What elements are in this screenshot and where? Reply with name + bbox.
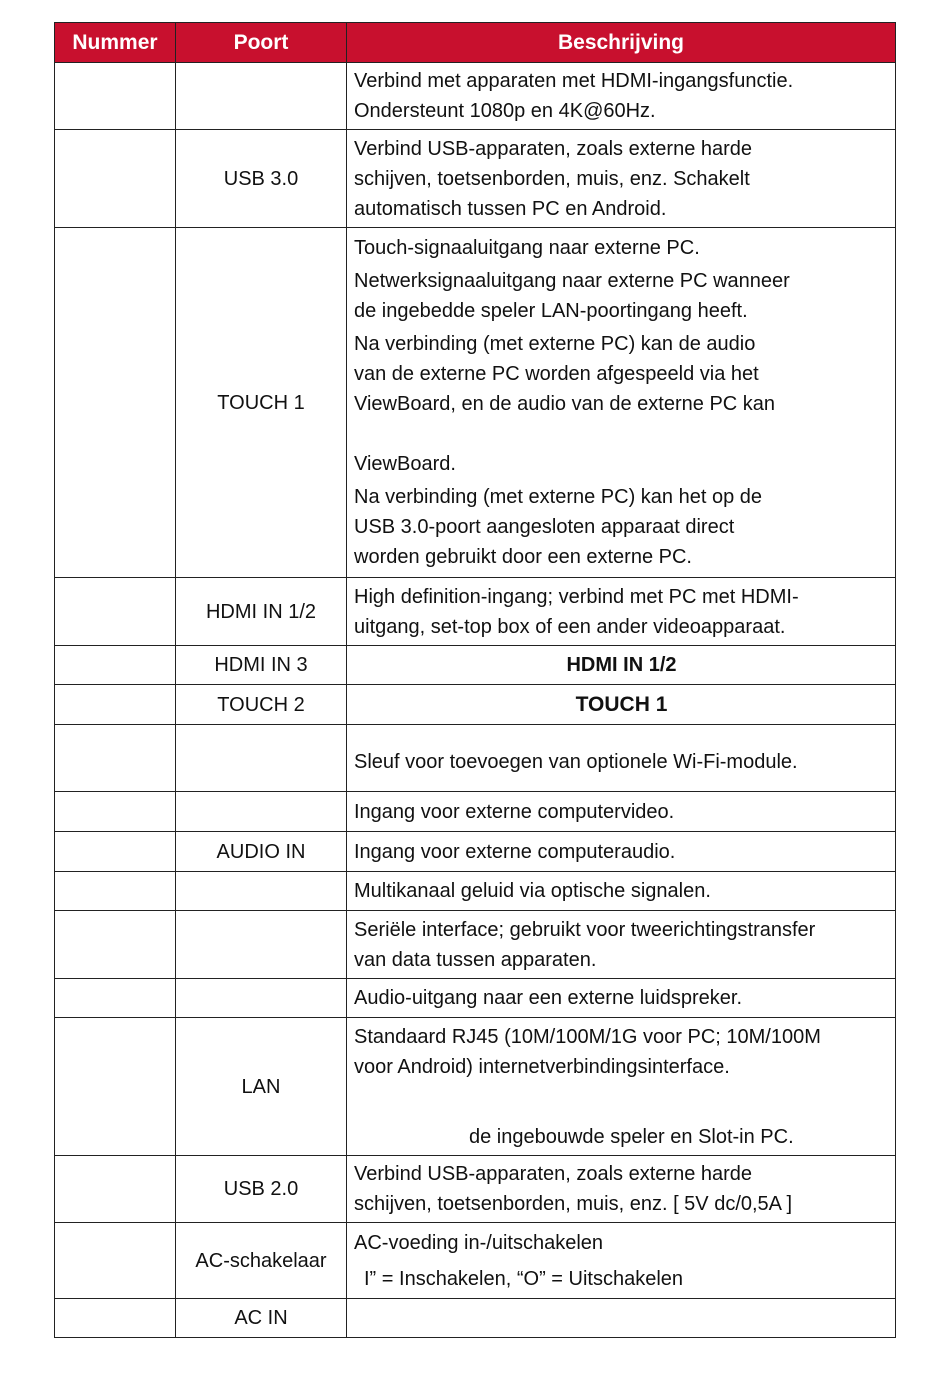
nummer-cell — [55, 228, 176, 578]
nummer-cell — [55, 1018, 176, 1156]
poort-cell: TOUCH 1 — [176, 228, 347, 578]
nummer-cell — [55, 646, 176, 685]
desc-line: Sleuf voor toevoegen van optionele Wi-Fi-module. — [354, 751, 798, 773]
desc-line: Ondersteunt 1080p en 4K@60Hz. — [354, 100, 656, 122]
header-nummer: Nummer — [55, 23, 176, 63]
desc-line: Touch-signaaluitgang naar externe PC. — [354, 237, 700, 259]
desc-line: Verbind USB-apparaten, zoals externe harde — [354, 137, 753, 160]
nummer-cell — [55, 792, 176, 832]
nummer-cell — [55, 872, 176, 911]
table-row — [55, 1223, 896, 1299]
desc-line: automatisch tussen PC en Android. — [354, 197, 667, 220]
beschrijving-cell: Audio-uitgang naar een externe luidspreker. — [347, 979, 896, 1018]
nummer-cell — [55, 725, 176, 792]
desc-line: de ingebedde speler LAN-poortingang heeft. — [354, 300, 748, 322]
beschrijving-cell: HDMI IN 1/2 — [347, 646, 896, 685]
nummer-cell — [55, 911, 176, 979]
nummer-cell — [55, 63, 176, 130]
poort-cell: AUDIO IN — [176, 832, 347, 872]
header-beschrijving: Beschrijving — [347, 23, 896, 63]
nummer-cell — [55, 685, 176, 725]
beschrijving-cell: Ingang voor externe computervideo. — [347, 792, 896, 832]
desc-line: Na verbinding (met externe PC) kan de audio — [354, 333, 756, 355]
desc-line: uitgang, set-top box of een ander videoapparaat. — [354, 615, 786, 638]
beschrijving-cell: Ingang voor externe computeraudio. — [347, 832, 896, 872]
poort-cell: HDMI IN 3 — [176, 646, 347, 685]
table-row — [55, 130, 896, 228]
table-row — [55, 979, 896, 1018]
beschrijving-cell — [347, 63, 896, 130]
desc-line: worden gebruikt door een externe PC. — [354, 546, 692, 568]
poort-cell: LAN — [176, 1018, 347, 1156]
table-row — [55, 872, 896, 911]
poort-cell: USB 3.0 — [176, 130, 347, 228]
desc-line: van de externe PC worden afgespeeld via het — [354, 363, 759, 385]
poort-cell — [176, 792, 347, 832]
beschrijving-cell: Multikanaal geluid via optische signalen. — [347, 872, 896, 911]
desc-line: Standaard RJ45 (10M/100M/1G voor PC; 10M/100M — [354, 1025, 821, 1048]
desc-line: ViewBoard. — [354, 453, 456, 475]
beschrijving-cell — [347, 578, 896, 646]
desc-line: van data tussen apparaten. — [354, 948, 597, 971]
table-row — [55, 1018, 896, 1156]
desc-line: Seriële interface; gebruikt voor tweerichtingstransfer — [354, 918, 816, 941]
beschrijving-cell — [347, 725, 896, 792]
table-row — [55, 911, 896, 979]
port-specification-table — [54, 22, 896, 1338]
beschrijving-cell: TOUCH 1 — [347, 685, 896, 725]
desc-paragraph — [354, 233, 889, 263]
desc-line: Verbind USB-apparaten, zoals externe harde — [354, 1163, 753, 1185]
beschrijving-cell — [347, 228, 896, 578]
desc-line: Netwerksignaaluitgang naar externe PC wanneer — [354, 270, 790, 292]
table-row — [55, 228, 896, 578]
nummer-cell — [55, 1156, 176, 1223]
table-row — [55, 63, 896, 130]
poort-cell — [176, 725, 347, 792]
beschrijving-cell — [347, 1223, 896, 1299]
table-row — [55, 646, 896, 685]
desc-line: de ingebouwde speler en Slot-in PC. — [469, 1125, 794, 1148]
table-row — [55, 685, 896, 725]
desc-line: schijven, toetsenborden, muis, enz. Schakelt — [354, 167, 750, 190]
desc-line: Na verbinding (met externe PC) kan het op de — [354, 486, 762, 508]
table-header-row — [55, 23, 896, 63]
desc-line: USB 3.0-poort aangesloten apparaat direct — [354, 516, 735, 538]
desc-line: High definition-ingang; verbind met PC met HDMI- — [354, 585, 799, 608]
desc-paragraph — [354, 266, 889, 326]
beschrijving-cell — [347, 1299, 896, 1338]
nummer-cell — [55, 130, 176, 228]
table-row — [55, 792, 896, 832]
desc-paragraph — [354, 329, 889, 479]
beschrijving-cell — [347, 1018, 896, 1156]
nummer-cell — [55, 832, 176, 872]
nummer-cell — [55, 1299, 176, 1338]
header-poort: Poort — [176, 23, 347, 63]
desc-line: I” = Inschakelen, “O” = Uitschakelen — [364, 1267, 684, 1290]
blank-line — [354, 1082, 889, 1122]
desc-paragraph — [354, 482, 889, 572]
table-row — [55, 1299, 896, 1338]
poort-cell: USB 2.0 — [176, 1156, 347, 1223]
poort-cell: HDMI IN 1/2 — [176, 578, 347, 646]
table-row — [55, 1156, 896, 1223]
desc-line: AC-voeding in-/uitschakelen — [354, 1231, 604, 1254]
poort-cell — [176, 63, 347, 130]
desc-line: schijven, toetsenborden, muis, enz. [ 5V dc/0,5A ] — [354, 1193, 793, 1215]
desc-line: voor Android) internetverbindingsinterface. — [354, 1055, 730, 1078]
beschrijving-cell — [347, 130, 896, 228]
desc-line: ViewBoard, en de audio van de externe PC kan — [354, 393, 776, 415]
nummer-cell — [55, 979, 176, 1018]
nummer-cell — [55, 578, 176, 646]
poort-cell: TOUCH 2 — [176, 685, 347, 725]
poort-cell — [176, 872, 347, 911]
beschrijving-cell — [347, 911, 896, 979]
poort-cell — [176, 979, 347, 1018]
poort-cell: AC-schakelaar — [176, 1223, 347, 1299]
poort-cell: AC IN — [176, 1299, 347, 1338]
table-row — [55, 832, 896, 872]
beschrijving-cell — [347, 1156, 896, 1223]
desc-line: Verbind met apparaten met HDMI-ingangsfunctie. — [354, 70, 794, 92]
blank-line — [354, 419, 889, 449]
table-row — [55, 725, 896, 792]
nummer-cell — [55, 1223, 176, 1299]
poort-cell — [176, 911, 347, 979]
table-row — [55, 578, 896, 646]
